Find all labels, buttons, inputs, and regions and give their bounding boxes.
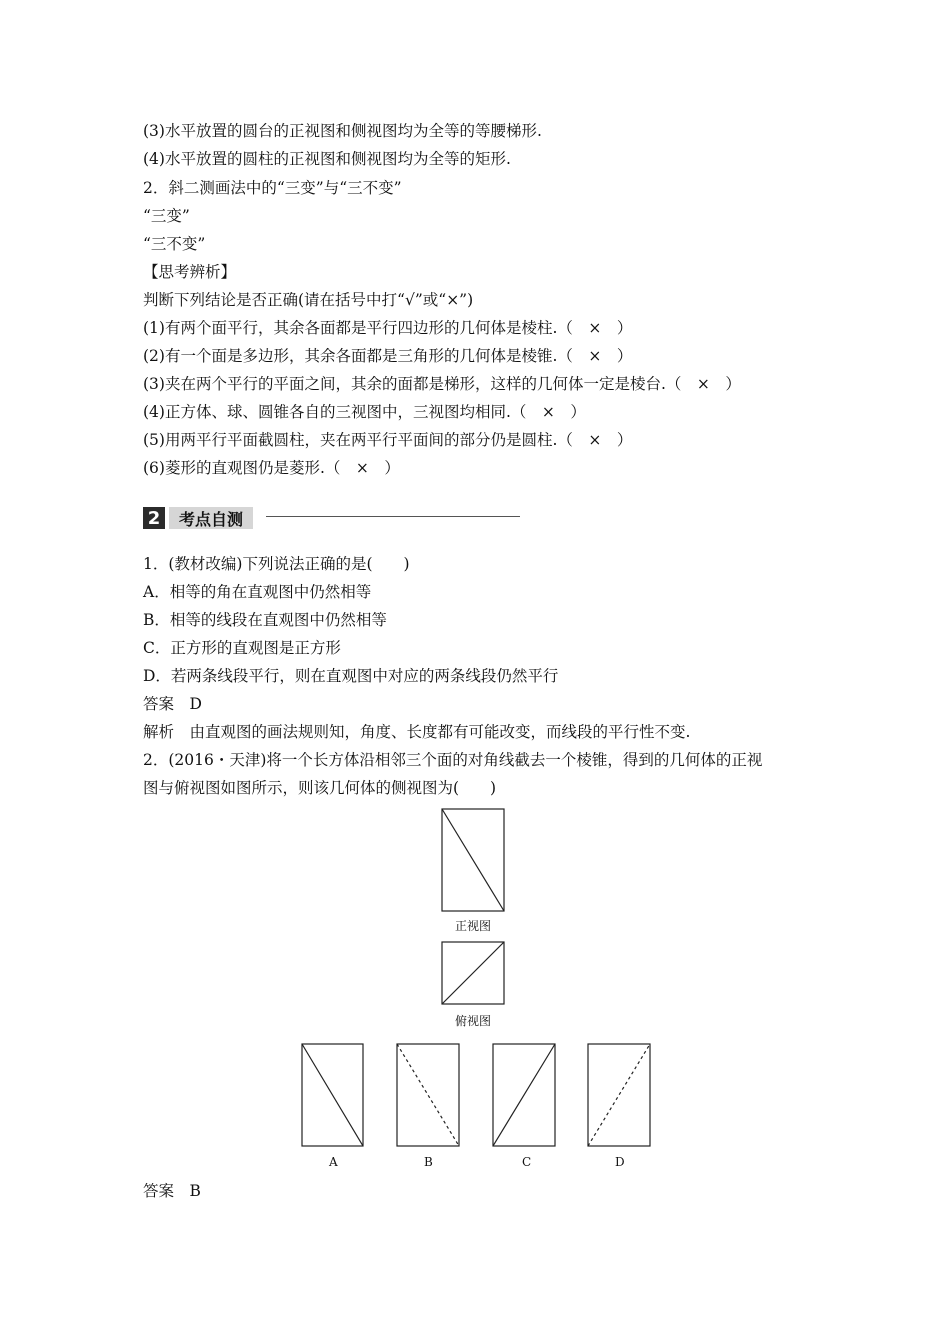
top-view-caption: 俯视图 bbox=[455, 1014, 492, 1028]
front-view-figure bbox=[441, 808, 505, 912]
question-2-answer: 答案 B bbox=[143, 1182, 201, 1200]
text-line: (3)夹在两个平行的平面之间，其余的面都是梯形，这样的几何体一定是棱台.（ × ） bbox=[143, 375, 741, 393]
text-line: 【思考辨析】 bbox=[143, 263, 237, 281]
question-1-stem: 1．(教材改编)下列说法正确的是( ) bbox=[143, 555, 410, 573]
section-divider bbox=[266, 516, 520, 517]
option-c-label: C bbox=[522, 1155, 532, 1169]
front-view-caption: 正视图 bbox=[455, 919, 492, 933]
text-line: (6)菱形的直观图仍是菱形.（ × ） bbox=[143, 459, 400, 477]
question-1-option-d: D．若两条线段平行，则在直观图中对应的两条线段仍然平行 bbox=[143, 667, 559, 685]
text-line: “三不变” bbox=[143, 235, 206, 253]
text-line: “三变” bbox=[143, 207, 190, 225]
question-1-option-b: B．相等的线段在直观图中仍然相等 bbox=[143, 611, 387, 629]
text-line: (5)用两平行平面截圆柱，夹在两平行平面间的部分仍是圆柱.（ × ） bbox=[143, 431, 633, 449]
option-d-figure bbox=[587, 1043, 651, 1147]
text-line: 2．斜二测画法中的“三变”与“三不变” bbox=[143, 179, 402, 197]
option-c-figure bbox=[492, 1043, 556, 1147]
section-number: 2 bbox=[143, 507, 165, 529]
question-2-stem-line-1: 2．(2016・天津)将一个长方体沿相邻三个面的对角线截去一个棱锥，得到的几何体的正视 bbox=[143, 751, 763, 769]
question-1-analysis: 解析 由直观图的画法规则知，角度、长度都有可能改变，而线段的平行性不变. bbox=[143, 723, 691, 741]
text-line: (4)正方体、球、圆锥各自的三视图中，三视图均相同.（ × ） bbox=[143, 403, 586, 421]
option-b-label: B bbox=[424, 1155, 433, 1169]
text-line: 判断下列结论是否正确(请在括号中打“√”或“×”) bbox=[143, 291, 474, 309]
top-view-figure bbox=[441, 941, 505, 1005]
question-2-stem-line-2: 图与俯视图如图所示，则该几何体的侧视图为( ) bbox=[143, 779, 497, 797]
section-title: 考点自测 bbox=[169, 507, 253, 529]
question-1-option-a: A．相等的角在直观图中仍然相等 bbox=[143, 583, 372, 601]
option-a-figure bbox=[301, 1043, 364, 1147]
option-d-label: D bbox=[615, 1155, 625, 1169]
text-line: (2)有一个面是多边形，其余各面都是三角形的几何体是棱锥.（ × ） bbox=[143, 347, 633, 365]
question-1-option-c: C．正方形的直观图是正方形 bbox=[143, 639, 341, 657]
question-1-answer: 答案 D bbox=[143, 695, 202, 713]
text-line: (3)水平放置的圆台的正视图和侧视图均为全等的等腰梯形. bbox=[143, 122, 542, 140]
option-b-figure bbox=[396, 1043, 460, 1147]
text-line: (1)有两个面平行，其余各面都是平行四边形的几何体是棱柱.（ × ） bbox=[143, 319, 633, 337]
section-header bbox=[143, 506, 253, 530]
text-line: (4)水平放置的圆柱的正视图和侧视图均为全等的矩形. bbox=[143, 150, 511, 168]
option-a-label: A bbox=[329, 1155, 338, 1169]
